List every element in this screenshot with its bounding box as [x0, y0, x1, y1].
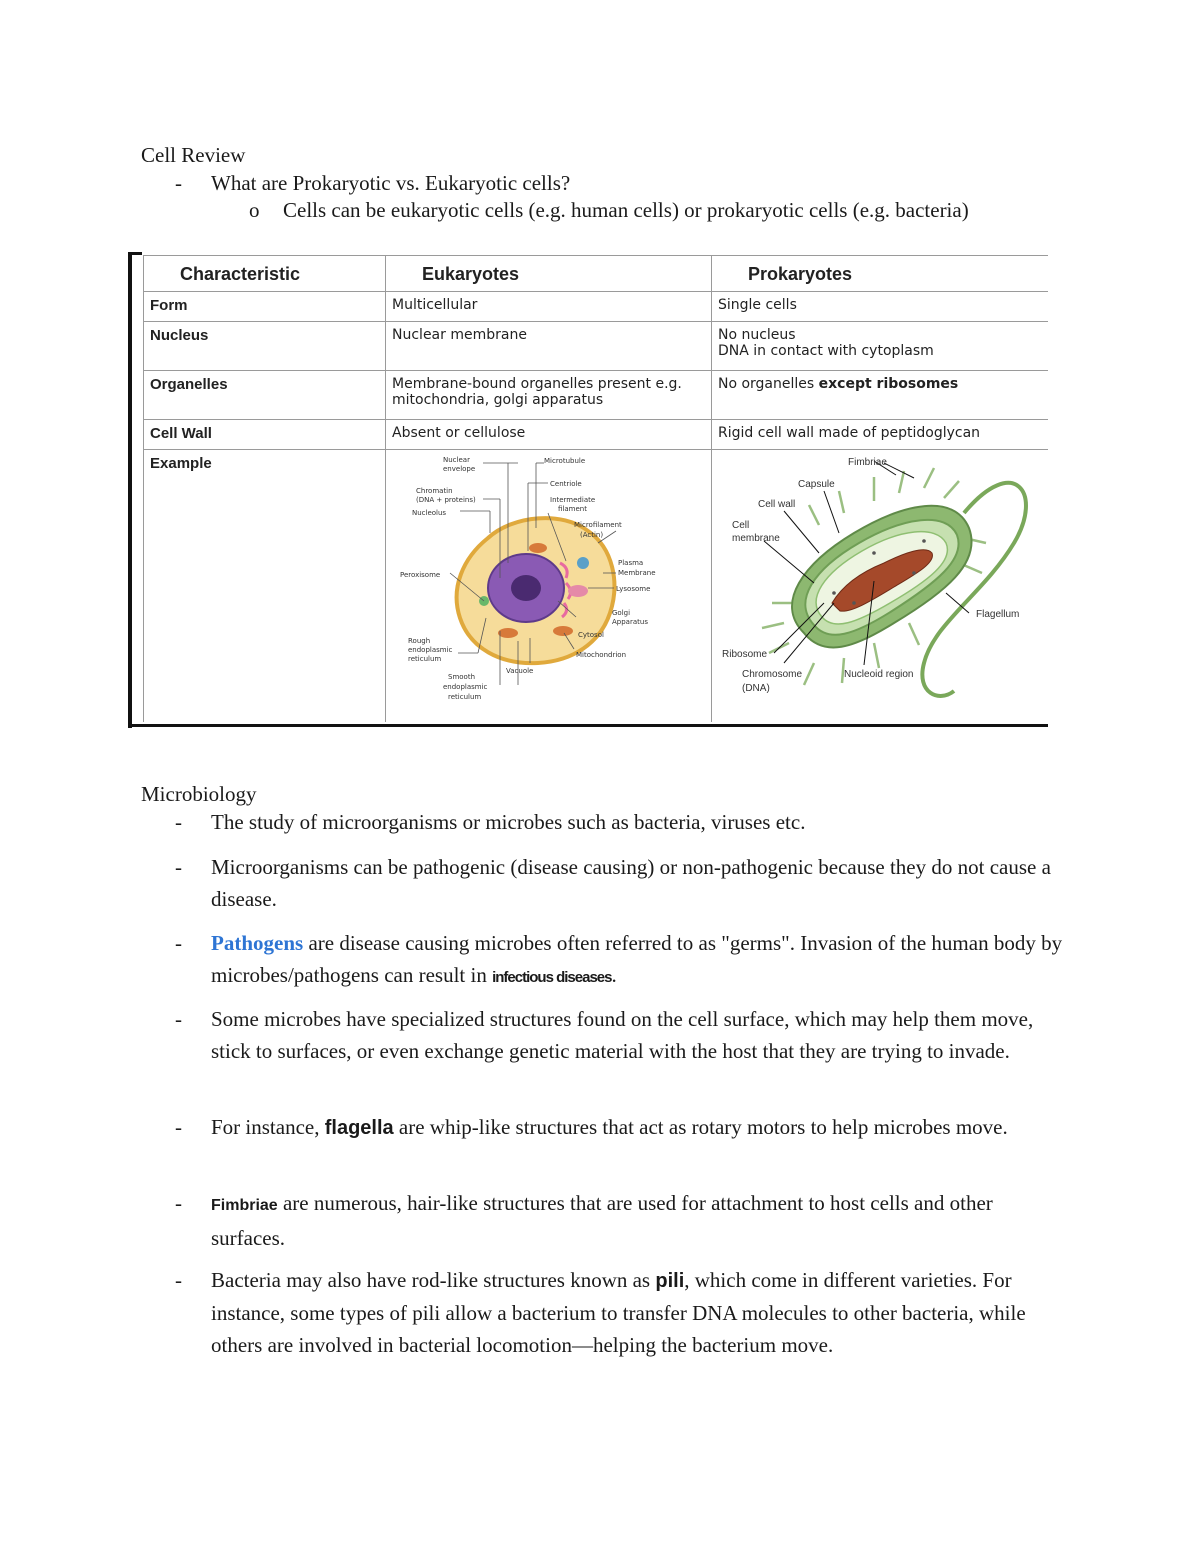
bullet-dash: -	[175, 855, 182, 879]
bullet-fimbriae	[211, 1187, 1071, 1254]
label-vacuole: Vacuole	[506, 667, 534, 675]
mitochondrion-shape	[529, 543, 547, 553]
label-plasma-2: Membrane	[618, 569, 656, 577]
label-cell-wall: Cell wall	[757, 499, 796, 510]
eukaryotic-cell-diagram	[388, 453, 708, 715]
header-prokaryotes: Prokaryotes	[711, 256, 1048, 292]
header-characteristic: Characteristic	[144, 256, 386, 292]
row-label-organelles: Organelles	[144, 371, 386, 420]
label-peroxisome: Peroxisome	[400, 571, 441, 579]
table-row	[144, 322, 1049, 371]
lysosome-shape	[568, 585, 588, 597]
label-lysosome: Lysosome	[616, 585, 651, 593]
nucleus-pro-line2: DNA in contact with cytoplasm	[717, 343, 934, 359]
table-left-border	[128, 252, 132, 728]
flagella-text: are whip-like structures that act as rotary motors to help microbes move.	[393, 1115, 1008, 1139]
prokaryote-figure-cell	[711, 450, 1048, 722]
mitochondrion-shape	[498, 628, 518, 638]
cell-organelles-pro	[711, 371, 1048, 420]
organelles-euk-line2: mitochondria, golgi apparatus	[392, 392, 604, 408]
label-microfilament-2: (Actin)	[580, 531, 604, 539]
bullet-pili	[211, 1264, 1071, 1361]
cell-wall-euk: Absent or cellulose	[386, 420, 712, 450]
pili-pre: Bacteria may also have rod-like structures known as	[211, 1268, 656, 1292]
label-nuclear-envelope-2: envelope	[443, 465, 476, 473]
label-plasma-1: Plasma	[618, 559, 644, 567]
organelles-pro-bold: except ribosomes	[818, 376, 959, 392]
bullet-dash: -	[175, 1007, 182, 1031]
bullet-dash: -	[175, 931, 182, 955]
label-nucleolus: Nucleolus	[412, 509, 447, 517]
row-label-example: Example	[144, 450, 386, 722]
cell-nucleus-euk: Nuclear membrane	[386, 322, 712, 371]
nucleus-pro-line1: No nucleus	[717, 327, 796, 343]
label-rough-er-1: Rough	[408, 637, 431, 645]
label-cell-membrane-2: membrane	[731, 533, 780, 544]
cell-review-answer: Cells can be eukaryotic cells (e.g. human cells) or prokaryotic cells (e.g. bacteria)	[283, 198, 969, 222]
label-ribosome: Ribosome	[721, 649, 768, 660]
label-smooth-er-1: Smooth	[448, 673, 476, 681]
mitochondrion-shape	[553, 626, 573, 636]
bullet-flagella	[211, 1111, 1071, 1144]
term-infectious-diseases: infectious diseases	[492, 969, 612, 986]
bullet-study: The study of microorganisms or microbes such as bacteria, viruses etc.	[211, 810, 806, 834]
label-intermediate-1: Intermediate	[550, 496, 596, 504]
label-chromosome-1: Chromosome	[741, 669, 803, 680]
cell-nucleus-pro	[711, 322, 1048, 371]
label-nuclear-envelope-1: Nuclear	[443, 456, 470, 464]
label-golgi-2: Apparatus	[612, 618, 648, 626]
bullet-pathogens	[211, 927, 1071, 994]
bullet-dash: -	[175, 810, 182, 834]
label-microtubule: Microtubule	[544, 457, 586, 465]
pili-text: , which come in different varieties. For instance, some types of pili allow a bacterium to transfer DNA molecules to other bacteria, while others are involved in bacterial locomotion—helping the bacterium move.	[211, 1268, 1026, 1357]
table-row	[144, 450, 1049, 722]
cell-form-euk: Multicellular	[386, 292, 712, 322]
cell-review-question: What are Prokaryotic vs. Eukaryotic cells?	[211, 171, 571, 195]
label-chromatin-2: (DNA + proteins)	[416, 496, 476, 504]
table-row	[144, 371, 1049, 420]
label-smooth-er-2: endoplasmic	[443, 683, 488, 691]
prokaryotic-cell-diagram	[714, 453, 1046, 715]
fimbriae-text: are numerous, hair-like structures that are used for attachment to host cells and other surfaces.	[211, 1191, 993, 1250]
vacuole-shape	[577, 557, 589, 569]
pathogens-end: .	[611, 963, 617, 987]
label-rough-er-3: reticulum	[408, 655, 442, 663]
label-cytosol: Cytosol	[578, 631, 604, 639]
cell-form-pro: Single cells	[711, 292, 1048, 322]
bullet-dash: -	[175, 1268, 182, 1292]
microbiology-title: Microbiology	[141, 782, 257, 806]
cell-wall-pro: Rigid cell wall made of peptidoglycan	[711, 420, 1048, 450]
bullet-dash: -	[175, 1191, 182, 1215]
bullet-dash: -	[175, 171, 182, 195]
term-fimbriae: Fimbriae	[211, 1197, 278, 1214]
cell-organelles-euk	[386, 371, 712, 420]
label-rough-er-2: endoplasmic	[408, 646, 453, 654]
comparison-table	[143, 255, 1048, 722]
organelles-pro-text: No organelles	[717, 376, 819, 392]
bullet-pathogenic: Microorganisms can be pathogenic (disease causing) or non-pathogenic because they do not cause a disease.	[211, 855, 1051, 911]
term-pili: pili	[655, 1270, 685, 1292]
sub-bullet-marker: o	[249, 198, 260, 222]
label-centriole: Centriole	[550, 480, 582, 488]
pathogens-text: are disease causing microbes often referred to as "germs". Invasion of the human body by microbes/pathogens can result in	[211, 931, 1063, 987]
row-label-cell-wall: Cell Wall	[144, 420, 386, 450]
bullet-structures: Some microbes have specialized structures found on the cell surface, which may help them move, stick to surfaces, or even exchange genetic material with the host that they are trying to invade.	[211, 1007, 1034, 1063]
label-capsule: Capsule	[797, 479, 835, 490]
nucleolus-shape	[511, 575, 541, 601]
table-header-row	[144, 256, 1049, 292]
label-golgi-1: Golgi	[612, 609, 631, 617]
organelles-euk-line1: Membrane-bound organelles present e.g.	[392, 376, 682, 392]
row-label-form: Form	[144, 292, 386, 322]
flagella-pre: For instance,	[211, 1115, 325, 1139]
eukaryote-figure-cell	[386, 450, 712, 722]
cell-review-title: Cell Review	[141, 143, 246, 167]
table-row	[144, 420, 1049, 450]
label-intermediate-2: filament	[558, 505, 587, 513]
term-pathogens: Pathogens	[211, 931, 304, 955]
table-bottom-border	[128, 724, 1048, 727]
label-flagellum: Flagellum	[975, 609, 1020, 620]
row-label-nucleus: Nucleus	[144, 322, 386, 371]
label-chromosome-2: (DNA)	[741, 683, 770, 694]
header-eukaryotes: Eukaryotes	[386, 256, 712, 292]
label-cell-membrane-1: Cell	[731, 520, 750, 531]
label-fimbriae: Fimbriae	[847, 457, 887, 468]
table-corner	[128, 252, 142, 255]
label-mitochondrion: Mitochondrion	[576, 651, 627, 659]
label-smooth-er-3: reticulum	[448, 693, 482, 701]
label-microfilament-1: Microfilament	[574, 521, 622, 529]
label-nucleoid: Nucleoid region	[843, 669, 914, 680]
term-flagella: flagella	[324, 1117, 394, 1139]
bullet-dash: -	[175, 1115, 182, 1139]
label-chromatin-1: Chromatin	[416, 487, 453, 495]
table-row	[144, 292, 1049, 322]
